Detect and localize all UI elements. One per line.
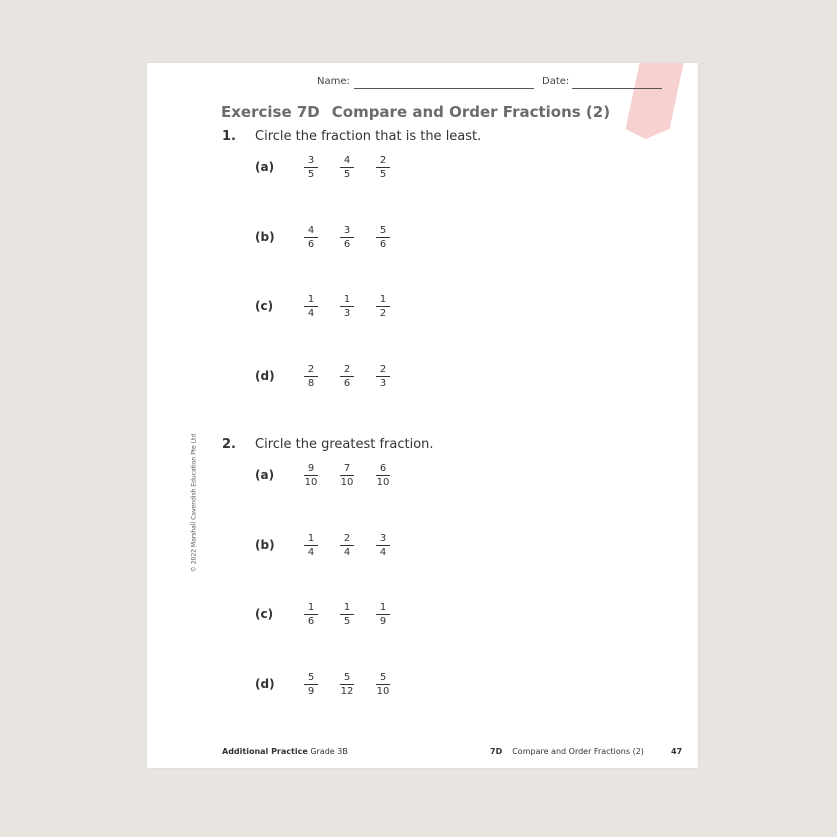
fraction-option[interactable]: $\frac{5}{6}$ xyxy=(365,225,401,250)
footer-section xyxy=(490,747,644,756)
name-blank-line[interactable] xyxy=(354,88,534,89)
bookmark-ribbon xyxy=(626,63,685,129)
question-2-prompt: Circle the greatest fraction. xyxy=(255,437,434,452)
fraction-option[interactable]: $\frac{6}{10}$ xyxy=(376,462,390,488)
question-1-prompt: Circle the fraction that is the least. xyxy=(255,129,482,144)
fraction-option[interactable]: $\frac{2}{3}$ xyxy=(365,364,401,389)
exercise-topic: Compare and Order Fractions (2) xyxy=(331,103,611,121)
question-1a-row xyxy=(255,152,401,182)
part-label: (d) xyxy=(255,369,275,383)
footer-series-name: Additional Practice xyxy=(222,747,308,756)
worksheet-page xyxy=(147,63,698,768)
page-number: 47 xyxy=(671,747,683,756)
fraction-option[interactable]: $\frac{1}{2}$ xyxy=(365,294,401,319)
fraction-option[interactable]: $\frac{1}{9}$ xyxy=(365,602,401,627)
question-1-number: 1. xyxy=(222,129,236,144)
part-label: (b) xyxy=(255,538,275,552)
fraction-option[interactable]: $\frac{2}{5}$ xyxy=(365,155,401,180)
fraction-option[interactable]: $\frac{4}{5}$ xyxy=(329,155,365,180)
question-2b-row xyxy=(255,530,401,560)
part-label: (c) xyxy=(255,299,274,313)
fraction-option[interactable]: $\frac{2}{4}$ xyxy=(329,533,365,558)
date-label: Date: xyxy=(542,76,570,87)
question-2d-row xyxy=(255,669,401,699)
part-label: (a) xyxy=(255,160,275,174)
fraction-option[interactable]: $\frac{1}{5}$ xyxy=(329,602,365,627)
footer-section-title: Compare and Order Fractions (2) xyxy=(512,747,644,756)
fraction-option[interactable]: $\frac{3}{6}$ xyxy=(329,225,365,250)
part-label: (a) xyxy=(255,468,275,482)
footer-section-number: 7D xyxy=(490,747,503,756)
question-2-number: 2. xyxy=(222,437,236,452)
fraction-option[interactable]: $\frac{1}{6}$ xyxy=(293,602,329,627)
fraction-option[interactable]: $\frac{4}{6}$ xyxy=(293,225,329,250)
exercise-number: Exercise 7D xyxy=(221,103,320,121)
fraction-option[interactable]: $\frac{3}{5}$ xyxy=(293,155,329,180)
fraction-option[interactable]: $\frac{1}{3}$ xyxy=(329,294,365,319)
date-blank-line[interactable] xyxy=(572,88,662,89)
question-2a-row xyxy=(255,460,401,490)
footer-grade: Grade 3B xyxy=(310,747,348,756)
question-1c-row xyxy=(255,291,401,321)
part-label: (d) xyxy=(255,677,275,691)
name-label: Name: xyxy=(317,76,350,87)
fraction-option[interactable]: $\frac{1}{4}$ xyxy=(293,533,329,558)
copyright-notice: © 2022 Marshall Cavendish Education Pte Ltd xyxy=(190,433,198,573)
fraction-option[interactable]: $\frac{2}{8}$ xyxy=(293,364,329,389)
question-1d-row xyxy=(255,361,401,391)
fraction-option[interactable]: $\frac{5}{9}$ xyxy=(293,672,329,697)
question-1b-row xyxy=(255,222,401,252)
question-2c-row xyxy=(255,599,401,629)
part-label: (c) xyxy=(255,607,274,621)
fraction-option[interactable]: $\frac{5}{10}$ xyxy=(376,671,390,697)
part-label: (b) xyxy=(255,230,275,244)
fraction-option[interactable]: $\frac{5}{12}$ xyxy=(340,671,354,697)
exercise-title xyxy=(221,103,610,121)
fraction-option[interactable]: $\frac{2}{6}$ xyxy=(329,364,365,389)
fraction-option[interactable]: $\frac{9}{10}$ xyxy=(304,462,318,488)
fraction-option[interactable]: $\frac{1}{4}$ xyxy=(293,294,329,319)
fraction-option[interactable]: $\frac{7}{10}$ xyxy=(340,462,354,488)
footer-series xyxy=(222,747,348,756)
fraction-option[interactable]: $\frac{3}{4}$ xyxy=(365,533,401,558)
